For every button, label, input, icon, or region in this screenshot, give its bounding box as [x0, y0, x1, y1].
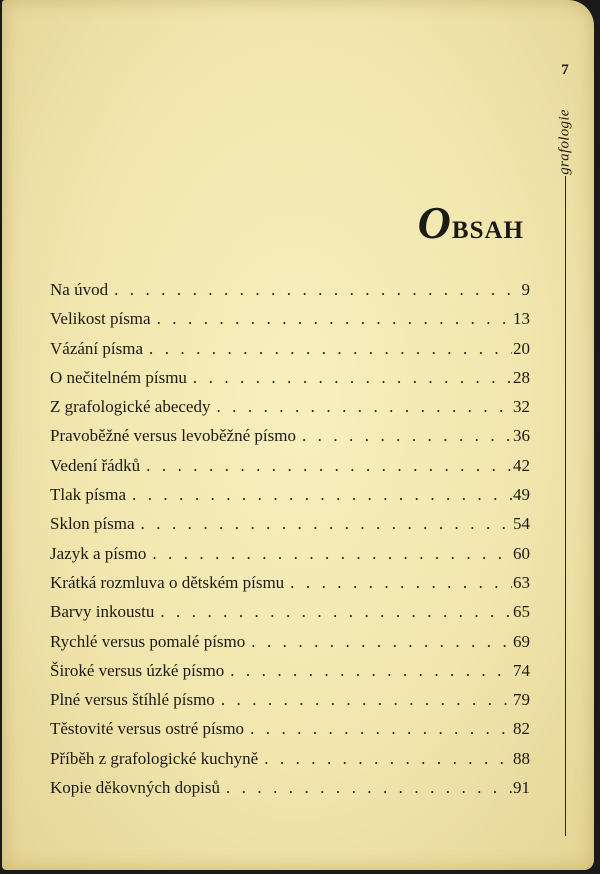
- toc-leader-dots: [114, 280, 520, 300]
- toc-leader-dots: [264, 749, 512, 769]
- toc-entry: [50, 368, 530, 397]
- toc-entry-page: 65: [513, 602, 530, 622]
- toc-leader-dots: [141, 514, 512, 534]
- toc-entry: [50, 514, 530, 543]
- toc-entry-page: 91: [513, 778, 530, 798]
- toc-entry-title: Pravoběžné versus levoběžné písmo: [50, 426, 296, 446]
- toc-entry-page: 9: [521, 280, 530, 299]
- toc-leader-dots: [230, 661, 512, 681]
- toc-entry: [50, 778, 530, 807]
- title-rest: bsah: [451, 206, 524, 246]
- toc-leader-dots: [221, 690, 512, 710]
- toc-entry-title: Příběh z grafologické kuchyně: [50, 748, 259, 768]
- toc-entry-title: Vázání písma: [50, 338, 143, 358]
- toc-entry-page: 42: [513, 455, 530, 475]
- toc-entry-title: Z grafologické abecedy: [50, 397, 211, 417]
- toc-entry-title: Rychlé versus pomalé písmo: [50, 631, 246, 651]
- toc-leader-dots: [290, 573, 512, 593]
- book-page: [2, 0, 594, 870]
- toc-entry-page: 60: [513, 543, 530, 563]
- page-number: 7: [561, 62, 569, 78]
- toc-entry-page: 49: [513, 485, 530, 505]
- toc-leader-dots: [216, 397, 512, 417]
- toc-leader-dots: [152, 544, 512, 564]
- toc-entry-page: 32: [513, 397, 530, 417]
- toc-entry-title: Vedení řádků: [50, 455, 141, 475]
- toc-entry-title: Těstovité versus ostré písmo: [50, 719, 245, 739]
- toc-entry-title: Široké versus úzké písmo: [50, 660, 225, 680]
- toc-entry-page: 13: [513, 309, 530, 329]
- toc-entry: [50, 573, 530, 602]
- toc-entry: [50, 602, 530, 631]
- side-rule-divider: [565, 176, 566, 836]
- toc-entry-title: O nečitelném písmu: [50, 367, 187, 387]
- toc-entry-title: Plné versus štíhlé písmo: [50, 690, 215, 710]
- toc-leader-dots: [146, 456, 512, 476]
- table-of-contents: [50, 280, 530, 807]
- toc-entry: [50, 309, 530, 338]
- toc-entry: [50, 661, 530, 690]
- toc-leader-dots: [193, 368, 512, 388]
- side-running-header: grafologie: [556, 109, 573, 175]
- toc-entry-page: 54: [513, 514, 530, 534]
- toc-entry-title: Barvy inkoustu: [50, 602, 155, 622]
- toc-entry-page: 20: [513, 338, 530, 358]
- toc-entry: [50, 719, 530, 748]
- toc-entry: [50, 749, 530, 778]
- toc-entry-page: 69: [513, 631, 530, 651]
- toc-leader-dots: [157, 309, 512, 329]
- toc-entry: [50, 426, 530, 455]
- toc-leader-dots: [226, 778, 512, 798]
- toc-entry-title: Krátká rozmluva o dětském písmu: [50, 572, 285, 592]
- toc-entry: [50, 456, 530, 485]
- toc-entry-page: 82: [513, 719, 530, 739]
- toc-entry-page: 63: [513, 572, 530, 592]
- toc-entry: [50, 339, 530, 368]
- toc-entry-page: 28: [513, 367, 530, 387]
- toc-entry: [50, 397, 530, 426]
- title-initial: O: [417, 197, 452, 248]
- toc-entry: [50, 544, 530, 573]
- toc-entry: [50, 632, 530, 661]
- toc-entry: [50, 485, 530, 514]
- toc-leader-dots: [149, 339, 512, 359]
- toc-entry-title: Sklon písma: [50, 514, 135, 534]
- toc-leader-dots: [251, 632, 512, 652]
- toc-entry: [50, 690, 530, 719]
- toc-leader-dots: [250, 719, 512, 739]
- toc-entry: [50, 280, 530, 309]
- toc-entry-title: Kopie děkovných dopisů: [50, 778, 220, 798]
- toc-leader-dots: [132, 485, 512, 505]
- toc-entry-title: Tlak písma: [50, 485, 127, 505]
- toc-leader-dots: [302, 426, 512, 446]
- toc-entry-page: 88: [513, 748, 530, 768]
- toc-leader-dots: [160, 602, 512, 622]
- toc-entry-page: 36: [513, 426, 530, 446]
- toc-entry-page: 79: [513, 690, 530, 710]
- toc-entry-title: Na úvod: [50, 280, 109, 299]
- page-title: [418, 196, 524, 249]
- toc-entry-title: Jazyk a písmo: [50, 543, 147, 563]
- toc-entry-title: Velikost písma: [50, 309, 151, 329]
- toc-entry-page: 74: [513, 660, 530, 680]
